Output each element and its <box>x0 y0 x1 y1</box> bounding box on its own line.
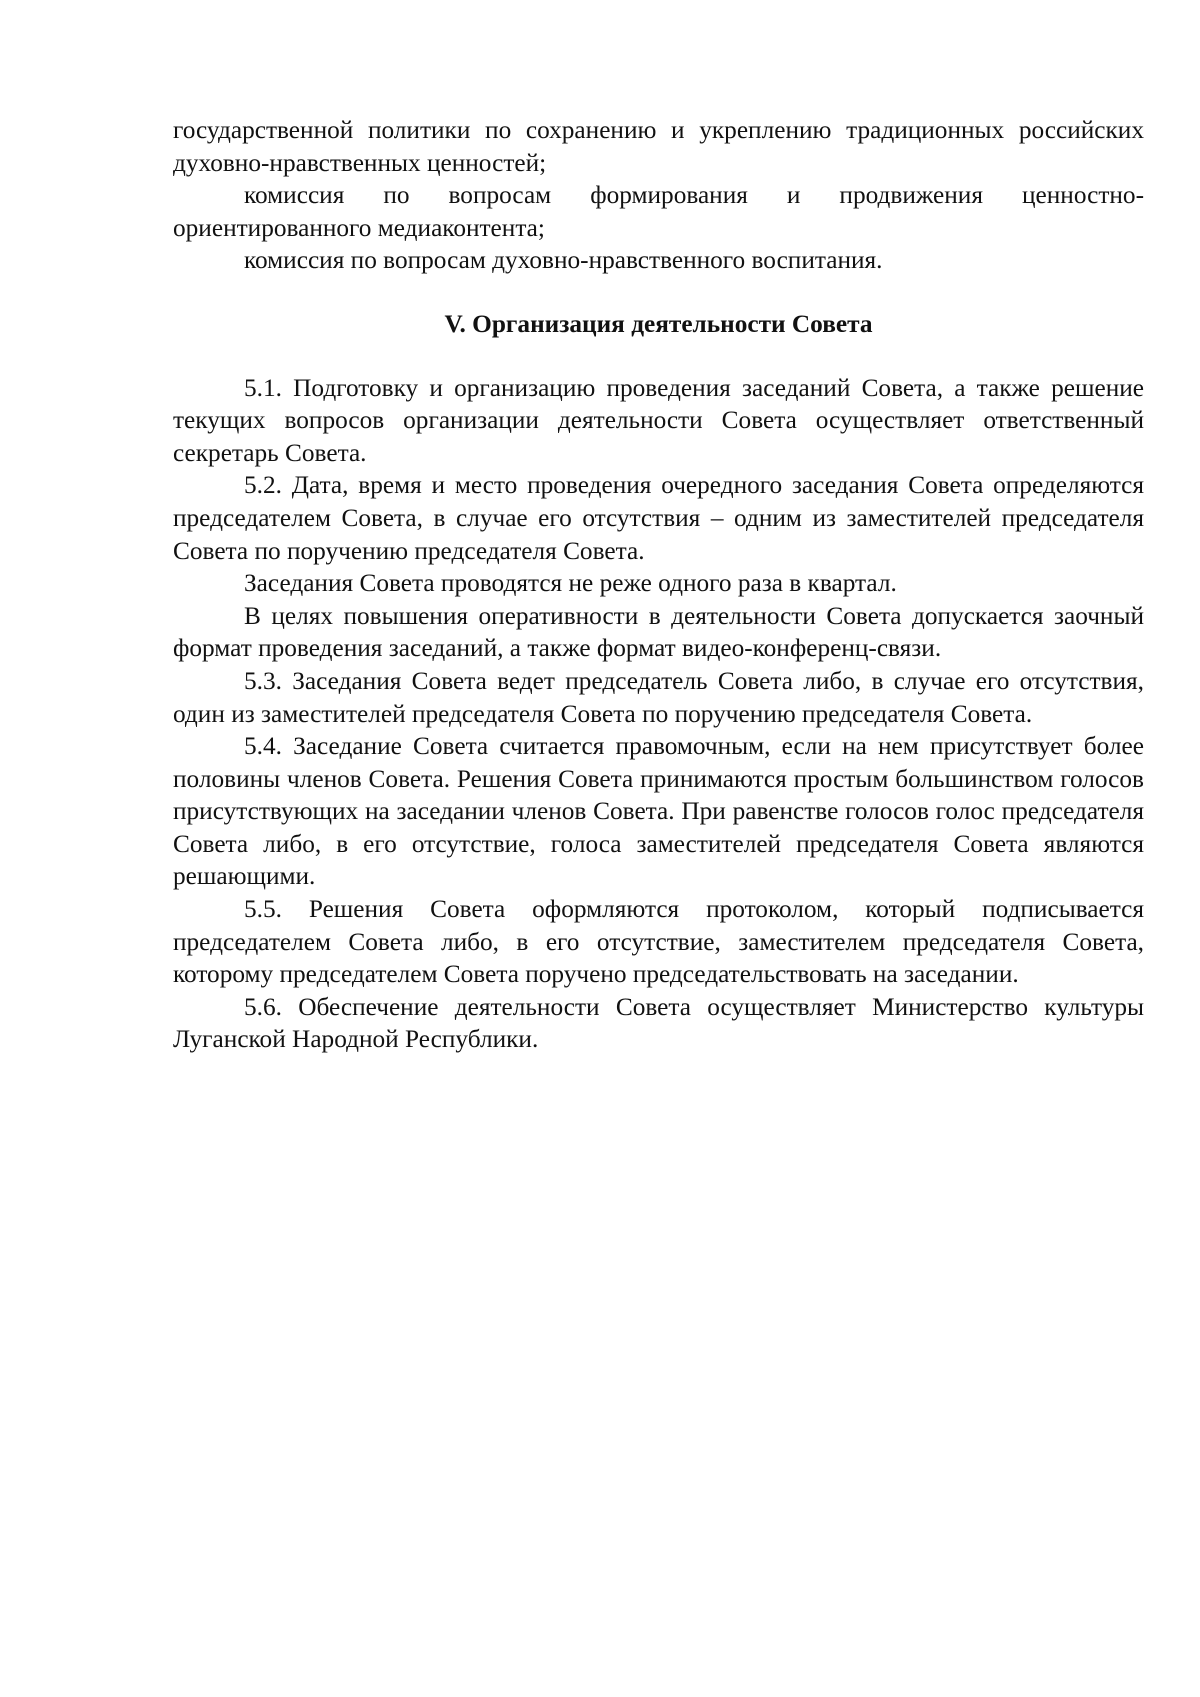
paragraph-media-commission: комиссия по вопросам формирования и продвижения ценностно-ориентированного медиаконтента; <box>173 181 1144 242</box>
paragraph-5-2: 5.2. Дата, время и место проведения очередного заседания Совета определяются председателем Совета, в случае его отсутствия – одним из заместителей председателя Совета по поручению председателя Совета. <box>173 471 1144 565</box>
paragraph-5-5: 5.5. Решения Совета оформляются протоколом, который подписывается председателем Совета либо, в его отсутствие, заместителем председателя Совета, которому председателем Совета поручено председательствовать на заседании. <box>173 895 1144 989</box>
paragraph-5-1: 5.1. Подготовку и организацию проведения заседаний Совета, а также решение текущих вопросов организации деятельности Совета осуществляет ответственный секретарь Совета. <box>173 373 1144 467</box>
paragraph-5-3: 5.3. Заседания Совета ведет председатель Совета либо, в случае его отсутствия, один из заместителей председателя Совета по поручению председателя Совета. <box>173 666 1144 728</box>
document-body <box>173 114 1144 1056</box>
paragraph-5-4: 5.4. Заседание Совета считается правомочным, если на нем присутствует более половины членов Совета. Решения Совета принимаются простым большинством голосов присутствующих на заседании членов Совета. При равенстве голосов голос председателя Совета либо, в его отсутствие, голоса заместителей председателя Совета являются решающими. <box>173 732 1144 891</box>
section-heading: V. Организация деятельности Совета <box>444 309 873 338</box>
paragraph-remote-format: В целях повышения оперативности в деятельности Совета допускается заочный формат проведения заседаний, а также формат видео-конференц-связи. <box>173 601 1144 663</box>
paragraph-continuation: государственной политики по сохранению и укреплению традиционных российских духовно-нравственных ценностей; <box>173 116 1144 177</box>
paragraph-education-commission: комиссия по вопросам духовно-нравственного воспитания. <box>244 246 883 275</box>
paragraph-meeting-frequency: Заседания Совета проводятся не реже одного раза в квартал. <box>244 569 897 598</box>
paragraph-5-6: 5.6. Обеспечение деятельности Совета осуществляет Министерство культуры Луганской Народной Республики. <box>173 992 1144 1054</box>
